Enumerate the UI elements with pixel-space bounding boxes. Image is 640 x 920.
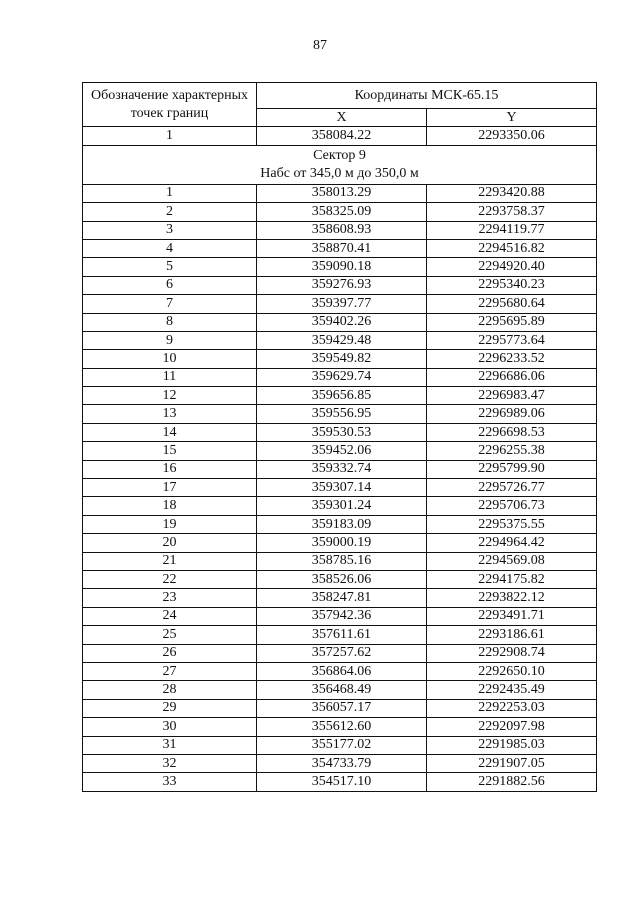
table-row: [83, 313, 597, 331]
point-cell: 11: [83, 368, 257, 386]
x-cell: 359429.48: [257, 331, 427, 349]
section-row: [83, 145, 597, 184]
y-cell: 2296233.52: [427, 350, 597, 368]
x-cell: 358870.41: [257, 239, 427, 257]
point-cell: 1: [83, 127, 257, 145]
table-row: [83, 718, 597, 736]
table-row: [83, 127, 597, 145]
table-row: [83, 460, 597, 478]
point-cell: 30: [83, 718, 257, 736]
y-cell: 2293186.61: [427, 626, 597, 644]
table-row: [83, 239, 597, 257]
coordinates-table-body: [83, 83, 597, 792]
y-cell: 2292650.10: [427, 662, 597, 680]
y-cell: 2294175.82: [427, 570, 597, 588]
point-cell: 6: [83, 276, 257, 294]
table-row: [83, 552, 597, 570]
table-row: [83, 497, 597, 515]
y-cell: 2293350.06: [427, 127, 597, 145]
x-cell: 356468.49: [257, 681, 427, 699]
y-cell: 2291882.56: [427, 773, 597, 791]
y-cell: 2294569.08: [427, 552, 597, 570]
table-row: [83, 681, 597, 699]
x-cell: 356057.17: [257, 699, 427, 717]
x-cell: 359397.77: [257, 295, 427, 313]
point-cell: 32: [83, 754, 257, 772]
x-cell: 359452.06: [257, 442, 427, 460]
point-cell: 1: [83, 184, 257, 202]
table-row: [83, 276, 597, 294]
table-row: [83, 754, 597, 772]
point-cell: 26: [83, 644, 257, 662]
y-cell: 2295695.89: [427, 313, 597, 331]
x-cell: 357257.62: [257, 644, 427, 662]
point-cell: 4: [83, 239, 257, 257]
point-cell: 12: [83, 387, 257, 405]
y-cell: 2295726.77: [427, 479, 597, 497]
section-title: Сектор 9: [313, 147, 366, 163]
table-row: [83, 423, 597, 441]
table-row: [83, 368, 597, 386]
x-cell: 359276.93: [257, 276, 427, 294]
table-row: [83, 184, 597, 202]
point-label-line2: точек границ: [130, 105, 209, 121]
coordinates-table: [82, 82, 597, 792]
y-cell: 2293758.37: [427, 203, 597, 221]
table-row: [83, 736, 597, 754]
section-subtitle: Набс от 345,0 м до 350,0 м: [260, 165, 419, 181]
y-cell: 2291907.05: [427, 754, 597, 772]
y-cell: 2296983.47: [427, 387, 597, 405]
point-cell: 22: [83, 570, 257, 588]
x-cell: 357942.36: [257, 607, 427, 625]
x-cell: 358013.29: [257, 184, 427, 202]
table-row: [83, 773, 597, 791]
x-cell: 358608.93: [257, 221, 427, 239]
x-cell: 359629.74: [257, 368, 427, 386]
table-row: [83, 295, 597, 313]
x-cell: 359332.74: [257, 460, 427, 478]
point-cell: 25: [83, 626, 257, 644]
table-row: [83, 570, 597, 588]
y-cell: 2295773.64: [427, 331, 597, 349]
point-cell: 15: [83, 442, 257, 460]
y-cell: 2293420.88: [427, 184, 597, 202]
x-cell: 358084.22: [257, 127, 427, 145]
table-row: [83, 699, 597, 717]
table-row: [83, 221, 597, 239]
table-row: [83, 350, 597, 368]
point-cell: 29: [83, 699, 257, 717]
point-cell: 23: [83, 589, 257, 607]
table-row: [83, 607, 597, 625]
point-cell: 16: [83, 460, 257, 478]
section-header: [83, 145, 597, 184]
point-cell: 21: [83, 552, 257, 570]
table-row: [83, 534, 597, 552]
x-cell: 355612.60: [257, 718, 427, 736]
x-cell: 358247.81: [257, 589, 427, 607]
point-cell: 31: [83, 736, 257, 754]
x-cell: 357611.61: [257, 626, 427, 644]
point-cell: 5: [83, 258, 257, 276]
x-cell: 354517.10: [257, 773, 427, 791]
y-cell: 2293491.71: [427, 607, 597, 625]
x-cell: 358785.16: [257, 552, 427, 570]
y-cell: 2295680.64: [427, 295, 597, 313]
y-cell: 2292435.49: [427, 681, 597, 699]
y-cell: 2291985.03: [427, 736, 597, 754]
table-row: [83, 258, 597, 276]
x-cell: 359530.53: [257, 423, 427, 441]
point-cell: 28: [83, 681, 257, 699]
x-cell: 359556.95: [257, 405, 427, 423]
point-cell: 24: [83, 607, 257, 625]
x-cell: 358325.09: [257, 203, 427, 221]
table-row: [83, 405, 597, 423]
y-cell: 2293822.12: [427, 589, 597, 607]
y-cell: 2296989.06: [427, 405, 597, 423]
point-cell: 19: [83, 515, 257, 533]
y-cell: 2292908.74: [427, 644, 597, 662]
page-number: 87: [313, 38, 327, 53]
point-cell: 13: [83, 405, 257, 423]
y-cell: 2294516.82: [427, 239, 597, 257]
x-cell: 359000.19: [257, 534, 427, 552]
y-column-header: Y: [427, 109, 597, 127]
point-cell: 14: [83, 423, 257, 441]
y-cell: 2294964.42: [427, 534, 597, 552]
y-cell: 2295375.55: [427, 515, 597, 533]
point-cell: 3: [83, 221, 257, 239]
y-cell: 2295340.23: [427, 276, 597, 294]
x-cell: 356864.06: [257, 662, 427, 680]
x-cell: 359301.24: [257, 497, 427, 515]
point-label-line1: Обозначение характерных: [91, 87, 248, 103]
table-row: [83, 662, 597, 680]
x-cell: 359656.85: [257, 387, 427, 405]
table-row: [83, 626, 597, 644]
x-cell: 359549.82: [257, 350, 427, 368]
x-cell: 359090.18: [257, 258, 427, 276]
point-cell: 8: [83, 313, 257, 331]
point-label-header: [83, 83, 257, 127]
table-row: [83, 589, 597, 607]
table-row: [83, 515, 597, 533]
x-cell: 359307.14: [257, 479, 427, 497]
point-cell: 27: [83, 662, 257, 680]
point-cell: 18: [83, 497, 257, 515]
x-cell: 354733.79: [257, 754, 427, 772]
y-cell: 2295706.73: [427, 497, 597, 515]
point-cell: 17: [83, 479, 257, 497]
point-cell: 33: [83, 773, 257, 791]
y-cell: 2295799.90: [427, 460, 597, 478]
y-cell: 2294920.40: [427, 258, 597, 276]
x-cell: 359183.09: [257, 515, 427, 533]
table-row: [83, 387, 597, 405]
table-row: [83, 203, 597, 221]
table-row: [83, 479, 597, 497]
x-cell: 355177.02: [257, 736, 427, 754]
x-column-header: X: [257, 109, 427, 127]
y-cell: 2296686.06: [427, 368, 597, 386]
point-cell: 2: [83, 203, 257, 221]
table-row: [83, 331, 597, 349]
table-row: [83, 644, 597, 662]
y-cell: 2296255.38: [427, 442, 597, 460]
x-cell: 359402.26: [257, 313, 427, 331]
y-cell: 2292253.03: [427, 699, 597, 717]
y-cell: 2292097.98: [427, 718, 597, 736]
point-cell: 10: [83, 350, 257, 368]
point-cell: 20: [83, 534, 257, 552]
header-row: [83, 83, 597, 109]
y-cell: 2296698.53: [427, 423, 597, 441]
coords-title-header: Координаты МСК-65.15: [257, 83, 597, 109]
point-cell: 7: [83, 295, 257, 313]
y-cell: 2294119.77: [427, 221, 597, 239]
point-cell: 9: [83, 331, 257, 349]
x-cell: 358526.06: [257, 570, 427, 588]
table-row: [83, 442, 597, 460]
